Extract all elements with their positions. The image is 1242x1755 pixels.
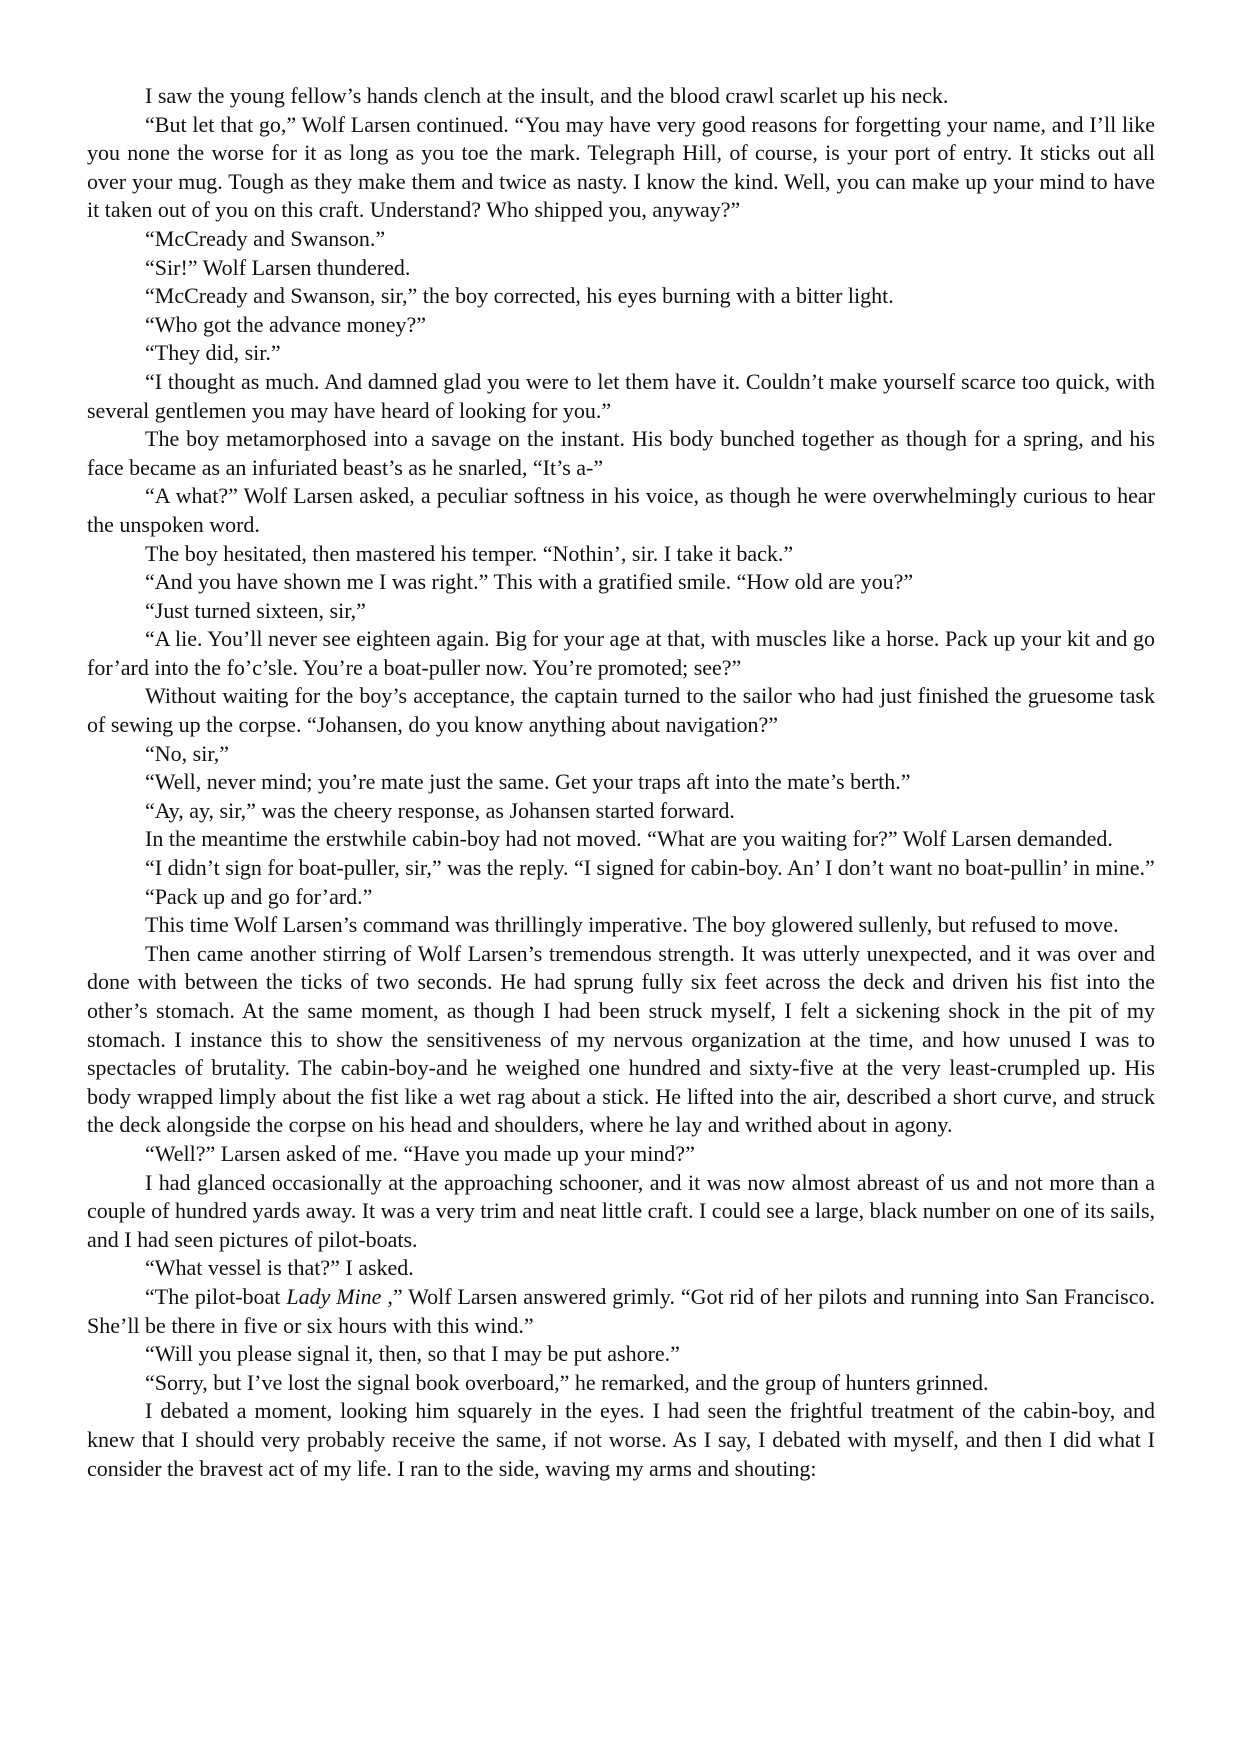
paragraph: I saw the young fellow’s hands clench at the insult, and the blood crawl scarlet up his neck.: [145, 83, 949, 108]
paragraph: The boy metamorphosed into a savage on the instant. His body bunched together as though for a spring, and his face became as an infuriated beast’s as he snarled, “It’s a-”: [87, 426, 1155, 480]
paragraph: “They did, sir.”: [145, 340, 281, 366]
paragraph: “And you have shown me I was right.” This with a gratified smile. “How old are you?”: [145, 569, 914, 595]
paragraph: “Sir!” Wolf Larsen thundered.: [145, 254, 411, 280]
book-page: [87, 82, 1155, 1483]
paragraph: The boy hesitated, then mastered his temper. “Nothin’, sir. I take it back.”: [145, 540, 794, 566]
paragraph: “Will you please signal it, then, so that I may be put ashore.”: [145, 1341, 680, 1367]
paragraph: “A what?” Wolf Larsen asked, a peculiar softness in his voice, as though he were overwhelmingly curious to hear the unspoken word.: [87, 483, 1155, 537]
paragraph: “McCready and Swanson, sir,” the boy corrected, his eyes burning with a bitter light.: [145, 283, 894, 309]
paragraph: “Sorry, but I’ve lost the signal book overboard,” he remarked, and the group of hunters grinned.: [145, 1369, 989, 1395]
paragraph: In the meantime the erstwhile cabin-boy had not moved. “What are you waiting for?” Wolf Larsen demanded.: [145, 826, 1113, 852]
paragraph: “Well?” Larsen asked of me. “Have you made up your mind?”: [145, 1140, 695, 1166]
paragraph: “I didn’t sign for boat-puller, sir,” was the reply. “I signed for cabin-boy. An’ I don’t want no boat-pullin’ in mine.”: [145, 855, 1155, 881]
paragraph: Without waiting for the boy’s acceptance, the captain turned to the sailor who had just finished the gruesome task of sewing up the corpse. “Johansen, do you know anything about navigation?”: [87, 683, 1155, 738]
paragraph: “A lie. You’ll never see eighteen again. Big for your age at that, with muscles like a horse. Pack up your kit and go for’ard into the fo’c’sle. You’re a boat-puller now. You’re promoted; see?”: [87, 626, 1155, 680]
paragraph: Then came another stirring of Wolf Larsen’s tremendous strength. It was utterly unexpected, and it was over and done with between the ticks of two seconds. He had sprung fully six feet across the deck and driven his fist into the other’s stomach. At the same moment, as though I had been struck myself, I felt a sickening shock in the pit of my stomach. I instance this to show the sensitiveness of my nervous organization at the time, and how unused I was to spectacles of brutality. The cabin-boy-and he weighed one hundred and sixty-five at the very least-crumpled up. His body wrapped limply about the fist like a wet rag about a stick. He lifted into the air, described a short curve, and struck the deck alongside the corpse on his head and shoulders, where he lay and writhed about in agony.: [87, 940, 1155, 1138]
paragraph: “Who got the advance money?”: [145, 311, 426, 337]
pilot-boat-text-before: “The pilot-boat: [145, 1283, 287, 1309]
paragraph: “Well, never mind; you’re mate just the same. Get your traps aft into the mate’s berth.”: [145, 769, 911, 795]
paragraph: I had glanced occasionally at the approaching schooner, and it was now almost abreast of us and not more than a couple of hundred yards away. It was a very trim and neat little craft. I could see a large, black number on one of its sails, and I had seen pictures of pilot-boats.: [87, 1169, 1155, 1252]
vessel-name: Lady Mine: [286, 1283, 382, 1309]
paragraph: I debated a moment, looking him squarely in the eyes. I had seen the frightful treatment of the cabin-boy, and knew that I should very probably receive the same, if not worse. As I say, I debated with myself, and then I did what I consider the bravest act of my life. I ran to the side, waving my arms and shouting:: [87, 1398, 1155, 1481]
pilot-boat-text-after: ,” Wolf Larsen answered grimly. “Got rid of her pilots and running into San Francisco. She’ll be there in five or six hours with this wind.”: [87, 1283, 1156, 1338]
paragraph: “No, sir,”: [145, 740, 230, 766]
paragraph: “Just turned sixteen, sir,”: [145, 597, 366, 623]
paragraph: “But let that go,” Wolf Larsen continued. “You may have very good reasons for forgetting your name, and I’ll like you none the worse for it as long as you toe the mark. Telegraph Hill, of course, is your port of entry. It sticks out all over your mug. Tough as they make them and twice as nasty. I know the kind. Well, you can make up your mind to have it taken out of you on this craft. Understand? Who shipped you, anyway?”: [87, 111, 1155, 223]
paragraph: This time Wolf Larsen’s command was thrillingly imperative. The boy glowered sullenly, but refused to move.: [145, 912, 1119, 938]
paragraph: “Ay, ay, sir,” was the cheery response, as Johansen started forward.: [145, 797, 735, 823]
paragraph: “What vessel is that?” I asked.: [145, 1255, 414, 1281]
paragraph: “McCready and Swanson.”: [145, 225, 386, 251]
paragraph-pilot-boat: [87, 1283, 1155, 1340]
paragraph: “I thought as much. And damned glad you were to let them have it. Couldn’t make yourself scarce too quick, with several gentlemen you may have heard of looking for you.”: [87, 368, 1155, 423]
paragraph: “Pack up and go for’ard.”: [145, 883, 373, 909]
